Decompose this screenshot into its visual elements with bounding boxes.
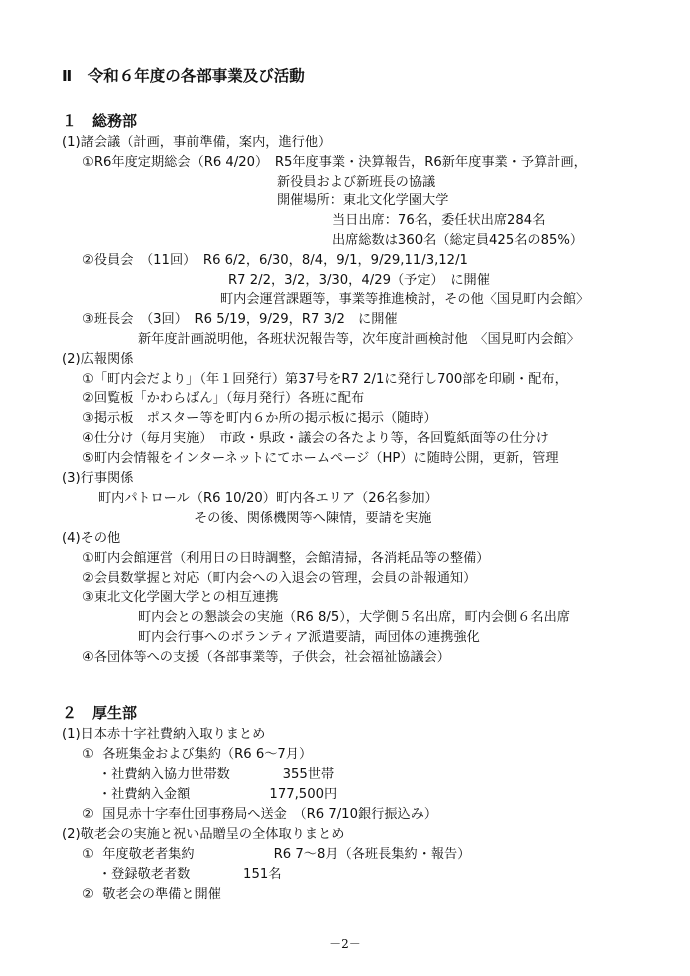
item-university-cooperation: ③東北文化学園大学との相互連携 (82, 590, 279, 605)
item-meetings: (1)諸会議（計画，事前準備，案内，進行他） (62, 135, 332, 150)
item-annual-meeting: ①R6年度定期総会（R6 4/20） R5年度事業・決算報告，R6新年度事業・予算計画， (82, 155, 587, 170)
item-registered-elderly: ・登録敬老者数 151名 (98, 867, 282, 882)
item-attendance-total: 出席総数は360名（総定員425名の85%） (332, 233, 584, 248)
item-households: ・社費納入協力世帯数 355世帯 (98, 767, 335, 782)
page-number: －2－ (329, 937, 361, 951)
item-collection: ① 各班集金および集約（R6 6～7月） (82, 747, 313, 762)
item-website: ⑤町内会情報をインターネットにてホームページ（HP）に随時公開，更新，管理 (82, 451, 559, 466)
item-events: (3)行事関係 (62, 471, 134, 486)
item-venue: 開催場所：東北文化学園大学 (277, 193, 449, 208)
item-attendance: 当日出席：76名，委任状出席284名 (332, 213, 546, 228)
section-heading-welfare: ２ 厚生部 (62, 704, 138, 722)
item-board-meetings-dates: R7 2/2，3/2，3/30，4/29（予定） に開催 (228, 273, 490, 288)
item-sorting: ④仕分け（毎月実施） 市政・県政・議会の各たより等，各回覧紙面等の仕分け (82, 431, 549, 446)
item-other: (4)その他 (62, 531, 121, 546)
item-hall-operation: ①町内会館運営（利用日の日時調整，会館清掃，各消耗品等の整備） (82, 551, 490, 566)
item-board-meetings-topics: 町内会運営課題等，事業等推進検討，その他〈国見町内会館〉 (220, 292, 590, 307)
item-red-cross: (1)日本赤十字社費納入取りまとめ (62, 727, 266, 742)
item-circular: ②回覧板「かわらばん」（毎月発行）各班に配布 (82, 391, 365, 406)
item-event-preparation: ② 敬老会の準備と開催 (82, 887, 221, 902)
item-respect-for-aged: (2)敬老会の実施と祝い品贈呈の全体取りまとめ (62, 827, 345, 842)
item-group-leader-meetings: ③班長会 （3回） R6 5/19，9/29，R7 3/2 に開催 (82, 312, 398, 327)
item-elderly-collection: ① 年度敬老者集約 R6 7～8月（各班長集約・報告） (82, 847, 471, 862)
item-group-leader-topics: 新年度計画説明他，各班状況報告等，次年度計画検討他 〈国見町内会館〉 (138, 332, 580, 347)
item-volunteer-request: 町内会行事へのボランティア派遣要請，両団体の連携強化 (138, 630, 480, 645)
chapter-title: Ⅱ 令和６年度の各部事業及び活動 (62, 67, 305, 85)
item-support: ④各団体等への支援（各部事業等，子供会，社会福祉協議会） (82, 650, 450, 665)
item-membership: ②会員数掌握と対応（町内会への入退会の管理，会員の訃報通知） (82, 571, 477, 586)
item-board-meetings: ②役員会 （11回） R6 6/2，6/30，8/4，9/1，9/29,11/3,12/1 (82, 253, 468, 268)
item-amount: ・社費納入金額 177,500円 (98, 787, 338, 802)
item-newsletter: ①「町内会だより」（年１回発行）第37号をR7 2/1に発行し700部を印刷・配布， (82, 372, 568, 387)
item-bulletin-board: ③掲示板 ポスター等を町内６か所の掲示板に掲示（随時） (82, 411, 437, 426)
item-annual-meeting-cont: 新役員および新班長の協議 (277, 175, 436, 190)
item-public-relations: (2)広報関係 (62, 352, 134, 367)
item-patrol: 町内パトロール（R6 10/20）町内各エリア（26名参加） (98, 491, 438, 506)
item-patrol-followup: その後、関係機関等へ陳情，要請を実施 (194, 511, 432, 526)
item-university-meeting: 町内会との懇談会の実施（R6 8/5），大学側５名出席，町内会側６名出席 (138, 610, 570, 625)
item-remittance: ② 国見赤十字奉仕団事務局へ送金 （R6 7/10銀行振込み） (82, 807, 438, 822)
section-heading-general-affairs: １ 総務部 (62, 112, 138, 130)
